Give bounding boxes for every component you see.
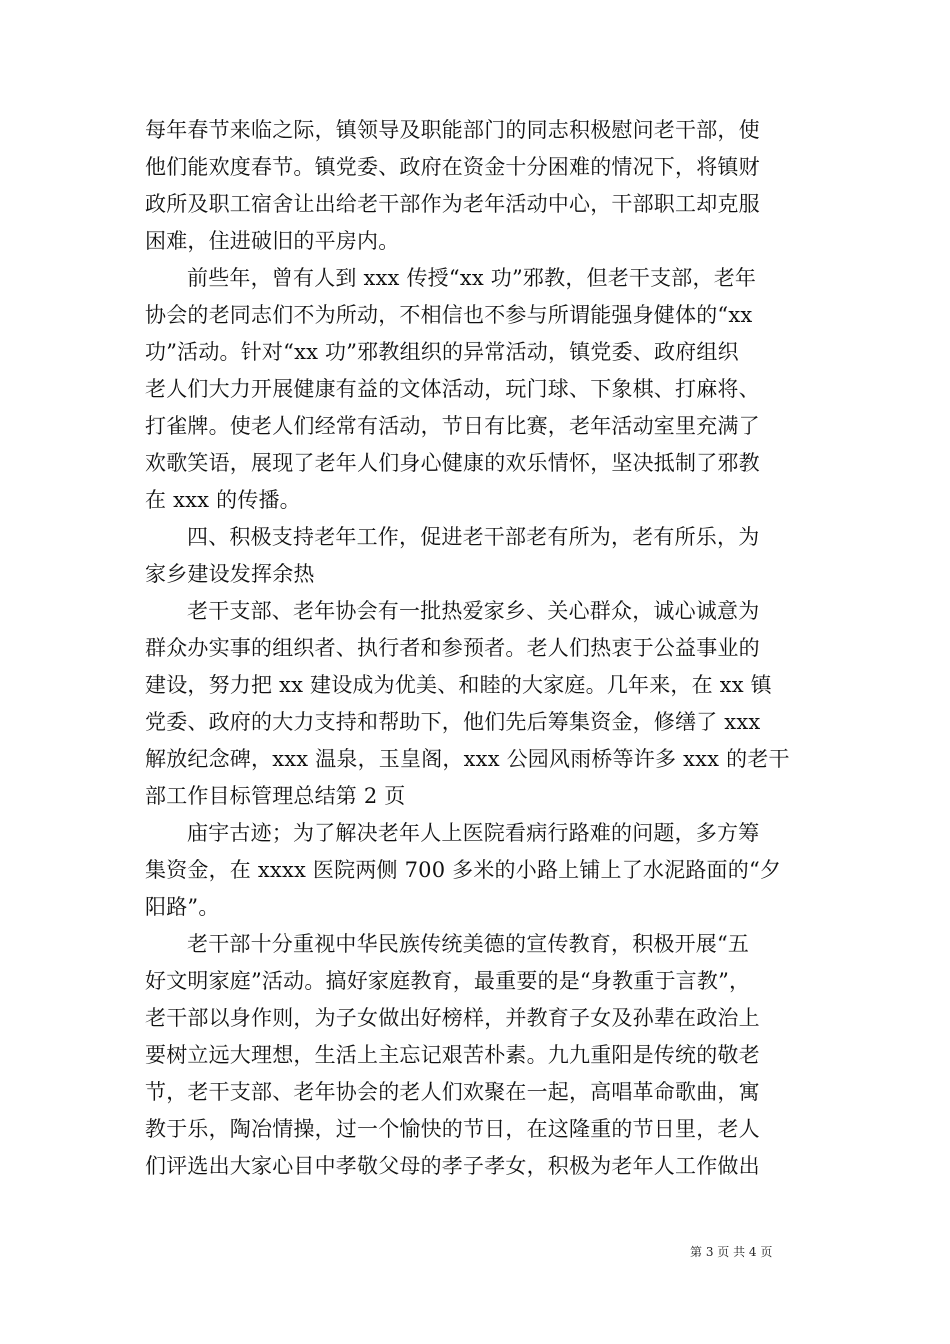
text-line: 打雀牌。使老人们经常有活动，节日有比赛，老年活动室里充满了 [145, 414, 760, 438]
text-line: 好文明家庭”活动。搞好家庭教育，最重要的是“身教重于言教”， [145, 969, 751, 993]
text-line: 部工作目标管理总结第 2 页 [145, 784, 406, 808]
text-line: 欢歌笑语，展现了老年人们身心健康的欢乐情怀，坚决抵制了邪教 [145, 451, 760, 475]
text-line: 困难，住进破旧的平房内。 [145, 229, 400, 253]
text-line: 解放纪念碑，xxx 温泉，玉皇阁，xxx 公园风雨桥等许多 xxx 的老干 [145, 747, 790, 771]
section-heading: 家乡建设发挥余热 [145, 562, 315, 586]
text-line: 协会的老同志们不为所动，不相信也不参与所谓能强身健体的“xx [145, 303, 753, 327]
text-line: 在 xxx 的传播。 [145, 488, 301, 512]
text-line: 建设，努力把 xx 建设成为优美、和睦的大家庭。几年来，在 xx 镇 [145, 673, 772, 697]
text-line: 教于乐，陶冶情操，过一个愉快的节日，在这隆重的节日里，老人 [145, 1117, 760, 1141]
text-line: 老干支部、老年协会有一批热爱家乡、关心群众，诚心诚意为 [187, 599, 760, 623]
text-line: 政所及职工宿舍让出给老干部作为老年活动中心，干部职工却克服 [145, 192, 760, 216]
page-number: 第 3 页 共 4 页 [690, 1245, 773, 1259]
text-line: 老干部十分重视中华民族传统美德的宣传教育，积极开展“五 [187, 932, 750, 956]
text-line: 节，老干支部、老年协会的老人们欢聚在一起，高唱革命歌曲，寓 [145, 1080, 760, 1104]
document-body [145, 112, 807, 1185]
text-line: 们评选出大家心目中孝敬父母的孝子孝女，积极为老年人工作做出 [145, 1154, 760, 1178]
text-line: 集资金，在 xxxx 医院两侧 700 多米的小路上铺上了水泥路面的“夕 [145, 858, 782, 882]
text-line: 群众办实事的组织者、执行者和参预者。老人们热衷于公益事业的 [145, 636, 760, 660]
text-line: 前些年，曾有人到 xxx 传授“xx 功”邪教，但老干支部，老年 [187, 266, 757, 290]
text-line: 功”活动。针对“xx 功”邪教组织的异常活动，镇党委、政府组织 [145, 340, 739, 364]
text-line: 每年春节来临之际，镇领导及职能部门的同志积极慰问老干部，使 [145, 118, 760, 142]
text-line: 老干部以身作则，为子女做出好榜样，并教育子女及孙辈在政治上 [145, 1006, 760, 1030]
text-line: 庙宇古迹；为了解决老年人上医院看病行路难的问题，多方筹 [187, 821, 760, 845]
text-line: 老人们大力开展健康有益的文体活动，玩门球、下象棋、打麻将、 [145, 377, 760, 401]
text-line: 党委、政府的大力支持和帮助下，他们先后筹集资金，修缮了 xxx [145, 710, 761, 734]
text-line: 阳路”。 [145, 895, 220, 919]
text-line: 他们能欢度春节。镇党委、政府在资金十分困难的情况下，将镇财 [145, 155, 760, 179]
section-heading: 四、积极支持老年工作，促进老干部老有所为，老有所乐，为 [187, 525, 760, 549]
text-line: 要树立远大理想，生活上主忘记艰苦朴素。九九重阳是传统的敬老 [145, 1043, 760, 1067]
